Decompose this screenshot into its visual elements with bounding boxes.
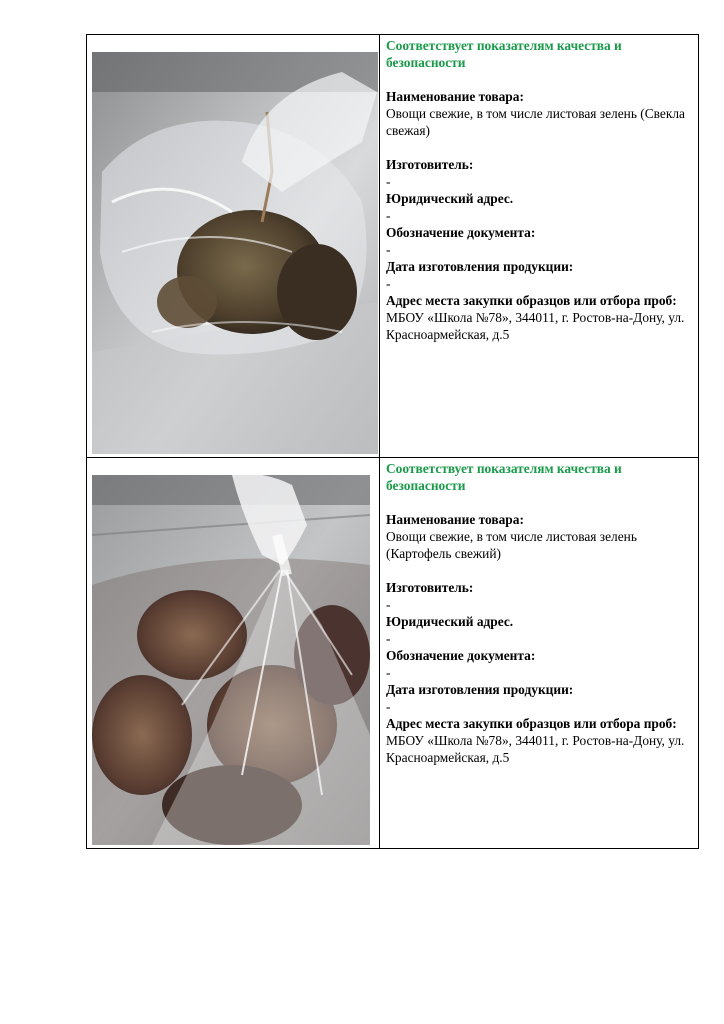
legal-address-value: -	[386, 631, 391, 646]
document-label: Обозначение документа:	[386, 225, 536, 240]
legal-address-label: Юридический адрес.	[386, 191, 514, 206]
document-value: -	[386, 665, 391, 680]
sampling-place-label: Адрес места закупки образцов или отбора проб:	[386, 716, 677, 731]
sample-info	[380, 35, 699, 458]
document-value: -	[386, 242, 391, 257]
production-date-value: -	[386, 276, 391, 291]
sampling-place-value: МБОУ «Школа №78», 344011, г. Ростов-на-Дону, ул. Красноармейская, д.5	[386, 733, 685, 765]
sampling-place-value: МБОУ «Школа №78», 344011, г. Ростов-на-Дону, ул. Красноармейская, д.5	[386, 310, 685, 342]
quality-status: Соответствует показателям качества и безопасности	[386, 461, 622, 493]
product-label: Наименование товара:	[386, 512, 524, 527]
sampling-place-label: Адрес места закупки образцов или отбора проб:	[386, 293, 677, 308]
production-date-label: Дата изготовления продукции:	[386, 259, 574, 274]
product-value: Овощи свежие, в том числе листовая зелень (Свекла свежая)	[386, 106, 685, 138]
photo-cell	[87, 35, 380, 458]
maker-label: Изготовитель:	[386, 157, 474, 172]
sample-row	[87, 458, 699, 849]
document-label: Обозначение документа:	[386, 648, 536, 663]
maker-label: Изготовитель:	[386, 580, 474, 595]
quality-status: Соответствует показателям качества и безопасности	[386, 38, 622, 70]
samples-table	[86, 34, 699, 849]
sample-info	[380, 458, 699, 849]
sample-row	[87, 35, 699, 458]
maker-value: -	[386, 597, 391, 612]
beet-sample-photo	[92, 52, 378, 454]
product-value: Овощи свежие, в том числе листовая зелень (Картофель свежий)	[386, 529, 637, 561]
legal-address-value: -	[386, 208, 391, 223]
production-date-value: -	[386, 699, 391, 714]
legal-address-label: Юридический адрес.	[386, 614, 514, 629]
photo-cell	[87, 458, 380, 849]
production-date-label: Дата изготовления продукции:	[386, 682, 574, 697]
potato-sample-photo	[92, 475, 370, 845]
product-label: Наименование товара:	[386, 89, 524, 104]
maker-value: -	[386, 174, 391, 189]
